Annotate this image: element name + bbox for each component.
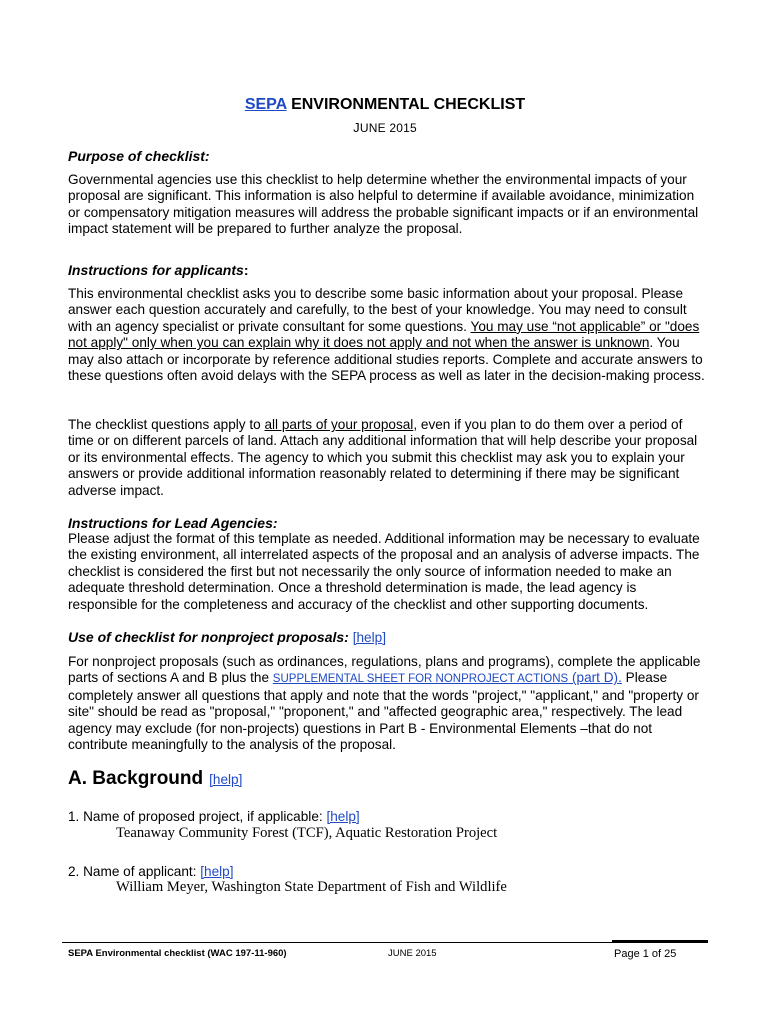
nonproject-text xyxy=(68,654,708,753)
applicants-heading xyxy=(68,262,248,278)
applicants-paragraph-1 xyxy=(68,286,708,384)
footer-document-name: SEPA Environmental checklist (WAC 197-11-960) xyxy=(68,948,287,959)
applicants-p2-text-a: The checklist questions apply to xyxy=(68,417,265,432)
question-1-help-link[interactable]: [help] xyxy=(326,809,360,824)
question-2-answer: William Meyer, Washington State Department of Fish and Wildlife xyxy=(116,879,507,895)
purpose-heading: Purpose of checklist: xyxy=(68,148,210,164)
purpose-text: Governmental agencies use this checklist to help determine whether the environmental impacts of your proposal are significant. This information is also helpful to determine if available avoidance, minimization or compensatory mitigation measures will address the probable significant impacts or if an environmental impact statement will be prepared to further analyze the proposal. xyxy=(68,172,699,237)
sepa-link[interactable]: SEPA xyxy=(244,96,287,113)
nonproject-help-link[interactable]: [help] xyxy=(352,630,386,645)
applicants-heading-colon: : xyxy=(243,262,249,278)
section-a-title: A. Background xyxy=(68,768,204,789)
date-rest: UNE 2015 xyxy=(359,121,417,135)
section-a-heading xyxy=(68,768,242,790)
part-d-link[interactable]: (part D). xyxy=(568,670,622,686)
document-date xyxy=(0,120,770,135)
section-a-help-link[interactable]: [help] xyxy=(209,772,243,787)
applicants-paragraph-2 xyxy=(68,417,708,499)
applicants-p2-text-b: , even if you plan to do them over a period of time or on different parcels of land. Attach any additional information that will help describe your proposal or its environmental effects. The agency to which you submit this checklist may ask you to explain your answers or provide additional information reasonably related to determining if there may be significant adverse impact. xyxy=(68,417,698,498)
date-initial: J xyxy=(353,120,360,135)
page-title xyxy=(0,96,770,114)
question-1 xyxy=(68,809,360,824)
footer-page-number: Page 1 of 25 xyxy=(614,948,677,960)
footer-date: JUNE 2015 xyxy=(388,948,437,959)
question-1-answer: Teanaway Community Forest (TCF), Aquatic Restoration Project xyxy=(116,825,498,841)
footer-divider xyxy=(62,942,708,943)
title-text: ENVIRONMENTAL CHECKLIST xyxy=(286,96,526,113)
question-2 xyxy=(68,864,234,879)
applicants-p2-underlined: all parts of your proposal xyxy=(264,417,414,432)
nonproject-heading-text: Use of checklist for nonproject proposals: xyxy=(68,629,349,645)
lead-agencies-heading: Instructions for Lead Agencies: xyxy=(68,515,278,531)
applicants-p1-text-a: This environmental checklist asks you to describe some basic information about your proposal. Please answer each question accurately and carefully, to the best of your knowledge. You may need to consult with an agency specialist or private consultant for some questions. xyxy=(68,286,687,334)
applicants-p1-text-b: . You may also attach or incorporate by reference additional studies reports. Complete and accurate answers to these questions often avoid delays with the SEPA process as well as later in the decision-making process. xyxy=(68,335,705,384)
nonproject-text-a: For nonproject proposals (such as ordinances, regulations, plans and programs), complete the applicable parts of sections A and B plus the xyxy=(68,654,701,686)
question-2-help-link[interactable]: [help] xyxy=(200,864,234,879)
lead-agencies-text: Please adjust the format of this template as needed. Additional information may be necessary to evaluate the existing environment, all interrelated aspects of the proposal and an analysis of adverse impacts. The checklist is considered the first but not necessarily the only source of information needed to make an adequate threshold determination. Once a threshold determination is made, the lead agency is responsible for the completeness and accuracy of the checklist and other supporting documents. xyxy=(68,531,700,612)
question-1-label: 1. Name of proposed project, if applicable: xyxy=(68,809,327,824)
nonproject-heading xyxy=(68,629,386,645)
applicants-p1-underlined: You may use “not applicable” or "does not apply" only when you can explain why it does not apply and not when the answer is unknown xyxy=(68,318,700,351)
question-2-label: 2. Name of applicant: xyxy=(68,864,201,879)
supplemental-sheet-link[interactable]: SUPPLEMENTAL SHEET FOR NONPROJECT ACTIONS xyxy=(272,673,569,686)
footer-page-rule xyxy=(612,940,708,942)
applicants-heading-text: Instructions for applicants xyxy=(68,262,244,278)
nonproject-text-b: Please completely answer all questions that apply and note that the words "project," "applicant," and "property or site" should be read as "proposal," "proponent," and "affected geographic area," respectively. The lead agency may exclude (for non-projects) questions in Part B - Environmental Elements –that do not contribute meaningfully to the analysis of the proposal. xyxy=(68,670,699,753)
